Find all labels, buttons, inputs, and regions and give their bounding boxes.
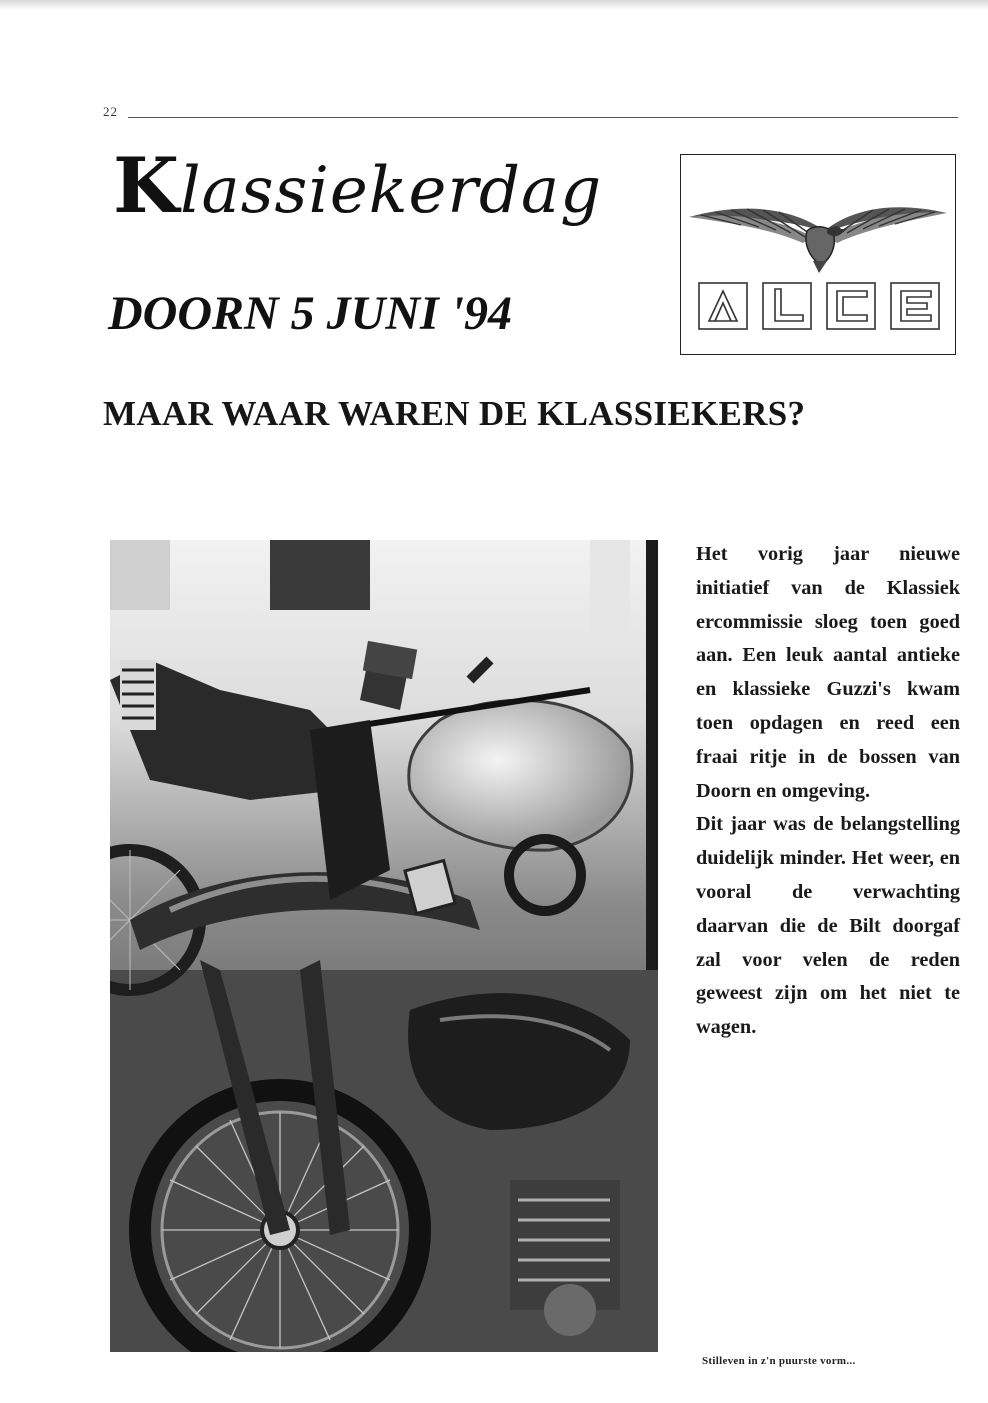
article-subheadline: DOORN 5 JUNI '94 [108,287,513,340]
headline-initial: K [113,141,181,230]
alce-logo [680,154,956,355]
photo-caption: Stilleven in z'n puurste vorm... [702,1355,856,1367]
body-paragraph: Dit jaar was de belangstelling duidelijk minder. Het weer, en vooral de verwachting daarvan die de Bilt doorgaf zal voor velen de reden geweest zijn om het niet te wagen. [696,813,960,1039]
body-paragraph: Het vorig jaar nieuwe initiatief van de Klassiek ercommissie sloeg toen goed aan. Een leuk aantal antieke en klassieke Guzzi's kwam toen opdagen en reed een fraai ritje in de bossen van Doorn en omgeving. [696,543,960,802]
header-rule [128,117,958,118]
article-body [696,538,960,1045]
article-headline [113,141,603,230]
motorcycles-photo [110,540,658,1352]
page-number: 22 [103,104,118,119]
page-top-shade [0,0,988,10]
motorcycles-illustration [110,540,658,1352]
headline-rest: lassiekerdag [180,154,603,228]
article-kicker: MAAR WAAR WAREN DE KLASSIEKERS? [103,394,806,433]
eagle-icon [681,155,955,354]
